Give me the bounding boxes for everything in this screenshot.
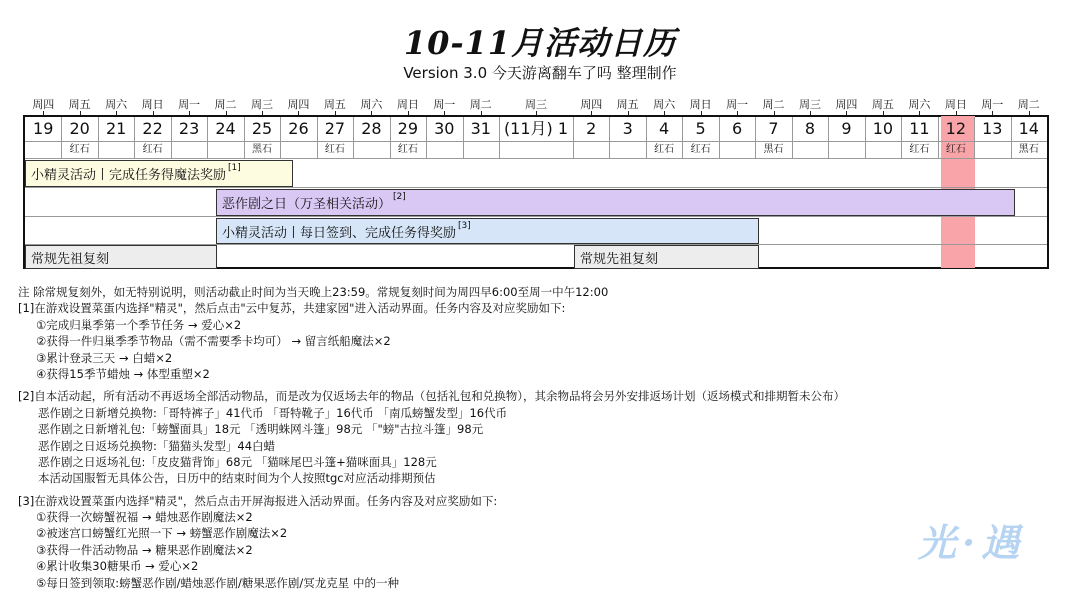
day-cell: 20 — [69, 119, 90, 138]
stone-cell — [171, 143, 207, 157]
stone-cell: 红石 — [324, 144, 345, 155]
day-cell: 6 — [731, 119, 743, 138]
day-cell: 29 — [397, 119, 419, 138]
day-cell: 8 — [804, 119, 816, 138]
weekday-label: 周四 — [580, 98, 603, 111]
day-cell: 13 — [982, 119, 1003, 138]
weekday-label: 周日 — [141, 98, 164, 111]
day-cell: (11月) 1 — [503, 119, 569, 138]
stone-cell: 黑石 — [1018, 144, 1039, 155]
general-note: 注 除常规复刻外，如无特别说明，则活动截止时间为当天晚上23:59。常规复刻时间为周四早6:00至周一中午12:00 — [18, 285, 609, 299]
stone-cell: 红石 — [654, 144, 675, 155]
event-note-ref: [1] — [228, 163, 241, 173]
stone-cell: 红石 — [945, 144, 966, 155]
stone-cell — [426, 143, 462, 157]
day-cell: 2 — [586, 119, 597, 138]
day-cell: 9 — [841, 119, 852, 138]
weekday-label: 周三 — [250, 98, 273, 111]
grid-hline — [25, 187, 1047, 188]
day-cell: 25 — [251, 119, 273, 138]
day-cell: 11 — [909, 119, 930, 138]
stone-cell — [463, 143, 499, 157]
stone-cell: 红石 — [142, 144, 163, 155]
stone-cell — [609, 143, 645, 157]
day-cell: 19 — [33, 119, 54, 138]
stone-cell — [98, 143, 134, 157]
stone-cell: 红石 — [690, 144, 711, 155]
day-cell: 10 — [872, 119, 894, 138]
weekday-label: 周日 — [689, 98, 712, 111]
day-cell: 27 — [324, 119, 346, 138]
weekday-label: 周三 — [525, 98, 547, 111]
event-bar-ancestor-rerun-2[interactable] — [574, 245, 759, 269]
event-note-ref: [2] — [393, 192, 406, 202]
note-2-heading: [2]自本活动起，所有活动不再返场全部活动物品，而是改为仅返场去年的物品（包括礼包和兑换物），其余物品将会另外安排返场计划（返场模式和排期暂未公布） — [18, 389, 846, 404]
weekday-label: 周二 — [762, 98, 785, 111]
event-bar-prank-day[interactable] — [216, 189, 1015, 216]
note-3-item: ③获得一件活动物品 → 糖果恶作剧魔法×2 — [36, 542, 253, 557]
note-3-item: ②被迷宫口螃蟹红光照一下 → 螃蟹恶作剧魔法×2 — [36, 526, 288, 541]
day-cell: 31 — [470, 119, 491, 138]
stone-cell — [974, 143, 1010, 157]
stone-cell: 黑石 — [251, 144, 272, 155]
day-cell: 23 — [178, 119, 200, 138]
weekday-label: 周二 — [214, 98, 237, 111]
note-2-item: 恶作剧之日返场礼包:「皮皮猫背饰」68元 「猫咪尾巴斗篷+猫咪面具」128元 — [38, 454, 437, 469]
game-logo-watermark: 光·遇 — [918, 520, 1026, 565]
stone-cell — [25, 143, 61, 157]
weekday-label: 周四 — [32, 98, 55, 111]
weekday-label: 周二 — [469, 98, 492, 111]
day-cell: 5 — [695, 119, 706, 138]
weekday-label: 周六 — [360, 98, 383, 111]
notes-section — [18, 284, 1068, 591]
note-1-item: ②获得一件归巢季季节物品（需不需要季卡均可） → 留言纸船魔法×2 — [36, 334, 391, 349]
weekday-label: 周一 — [981, 98, 1004, 111]
note-2-item: 本活动国服暂无具体公告，日历中的结束时间为个人按照tgc对应活动排期预估 — [38, 471, 436, 486]
stone-cell — [792, 143, 828, 157]
page-title: 10-11月活动日历 — [403, 24, 677, 62]
weekday-label: 周日 — [396, 98, 419, 111]
weekday-label: 周一 — [178, 98, 201, 111]
stone-cell — [828, 143, 864, 157]
event-note-ref: [3] — [458, 221, 471, 231]
weekday-label: 周五 — [616, 98, 639, 111]
note-2-item: 恶作剧之日返场兑换物:「猫猫头发型」44白蜡 — [38, 438, 276, 453]
weekday-label: 周四 — [835, 98, 858, 111]
weekday-label: 周一 — [726, 98, 749, 111]
weekday-label: 周五 — [871, 98, 894, 111]
weekday-label: 周二 — [1017, 98, 1040, 111]
weekday-label: 周六 — [908, 98, 931, 111]
note-3-item: ⑤每日签到领取:螃蟹恶作剧/蜡烛恶作剧/糖果恶作剧/冥龙克星 中的一种 — [36, 575, 399, 590]
weekday-label: 周四 — [287, 98, 310, 111]
weekday-label: 周三 — [798, 98, 821, 111]
note-1-item: ③累计登录三天 → 白蜡×2 — [36, 350, 173, 365]
day-cell: 28 — [361, 119, 382, 138]
note-3-item: ④累计收集30糖果币 → 爱心×2 — [36, 559, 199, 574]
grid-hline — [25, 158, 1047, 159]
stone-cell: 红石 — [69, 144, 90, 155]
note-2-item: 恶作剧之日新增礼包:「螃蟹面具」18元 「透明蛛网斗篷」98元 「"螃"古拉斗篷」98元 — [38, 422, 484, 437]
stone-cell: 黑石 — [763, 144, 784, 155]
page-subtitle: Version 3.0 今天游离翻车了吗 整理制作 — [403, 64, 677, 82]
event-label: 小精灵活动丨每日签到、完成任务得奖励 — [222, 225, 457, 241]
stone-cell — [353, 143, 389, 157]
note-1-item: ④获得15季节蜡烛 → 体型重塑×2 — [36, 366, 210, 381]
stone-cell — [280, 143, 316, 157]
stone-cell: 红石 — [397, 144, 418, 155]
grid-hline — [25, 216, 1047, 217]
day-cell: 3 — [622, 119, 633, 138]
day-cell: 12 — [945, 119, 967, 138]
weekday-label: 周六 — [105, 98, 128, 111]
event-bar-elf-checkin[interactable] — [216, 218, 759, 244]
day-cell: 22 — [142, 119, 163, 138]
note-3-item: ①获得一次螃蟹祝福 → 蜡烛恶作剧魔法×2 — [36, 510, 253, 525]
stone-cell — [865, 143, 901, 157]
event-bar-elf-task[interactable] — [25, 160, 293, 187]
weekday-label: 周一 — [433, 98, 456, 111]
weekday-label: 周六 — [653, 98, 676, 111]
note-2-item: 恶作剧之日新增兑换物:「哥特裤子」41代币 「哥特靴子」16代币 「南瓜螃蟹发型」16代币 — [38, 405, 508, 420]
day-cell: 30 — [434, 119, 455, 138]
day-cell: 14 — [1018, 119, 1039, 138]
weekday-label: 周日 — [944, 98, 967, 111]
stone-cell — [573, 143, 609, 157]
event-label: 小精灵活动丨完成任务得魔法奖励 — [31, 168, 227, 183]
day-cell: 21 — [105, 119, 127, 138]
day-cell: 24 — [215, 119, 236, 138]
grid-hline — [25, 141, 1047, 142]
weekday-label: 周五 — [68, 98, 91, 111]
event-label: 常规先祖复刻 — [31, 251, 110, 267]
note-1-item: ①完成归巢季第一个季节任务 → 爱心×2 — [36, 317, 242, 332]
weekday-label: 周五 — [323, 98, 346, 111]
event-bar-ancestor-rerun-1[interactable] — [25, 245, 217, 269]
day-cell: 4 — [659, 119, 670, 138]
event-label: 常规先祖复刻 — [580, 251, 659, 267]
day-cell: 26 — [288, 119, 309, 138]
stone-cell — [719, 143, 755, 157]
day-cell: 7 — [768, 119, 779, 138]
stone-cell — [499, 143, 573, 157]
note-1-heading: [1]在游戏设置菜蛋内选择"精灵"，然后点击"云中复苏，共建家园"进入活动界面。任务内容及对应奖励如下: — [18, 301, 566, 316]
note-3-heading: [3]在游戏设置菜蛋内选择"精灵"，然后点击开屏海报进入活动界面。任务内容及对应奖励如下: — [18, 493, 498, 508]
stone-cell — [207, 143, 243, 157]
event-label: 恶作剧之日（万圣相关活动） — [222, 197, 392, 212]
stone-cell: 红石 — [909, 144, 930, 155]
